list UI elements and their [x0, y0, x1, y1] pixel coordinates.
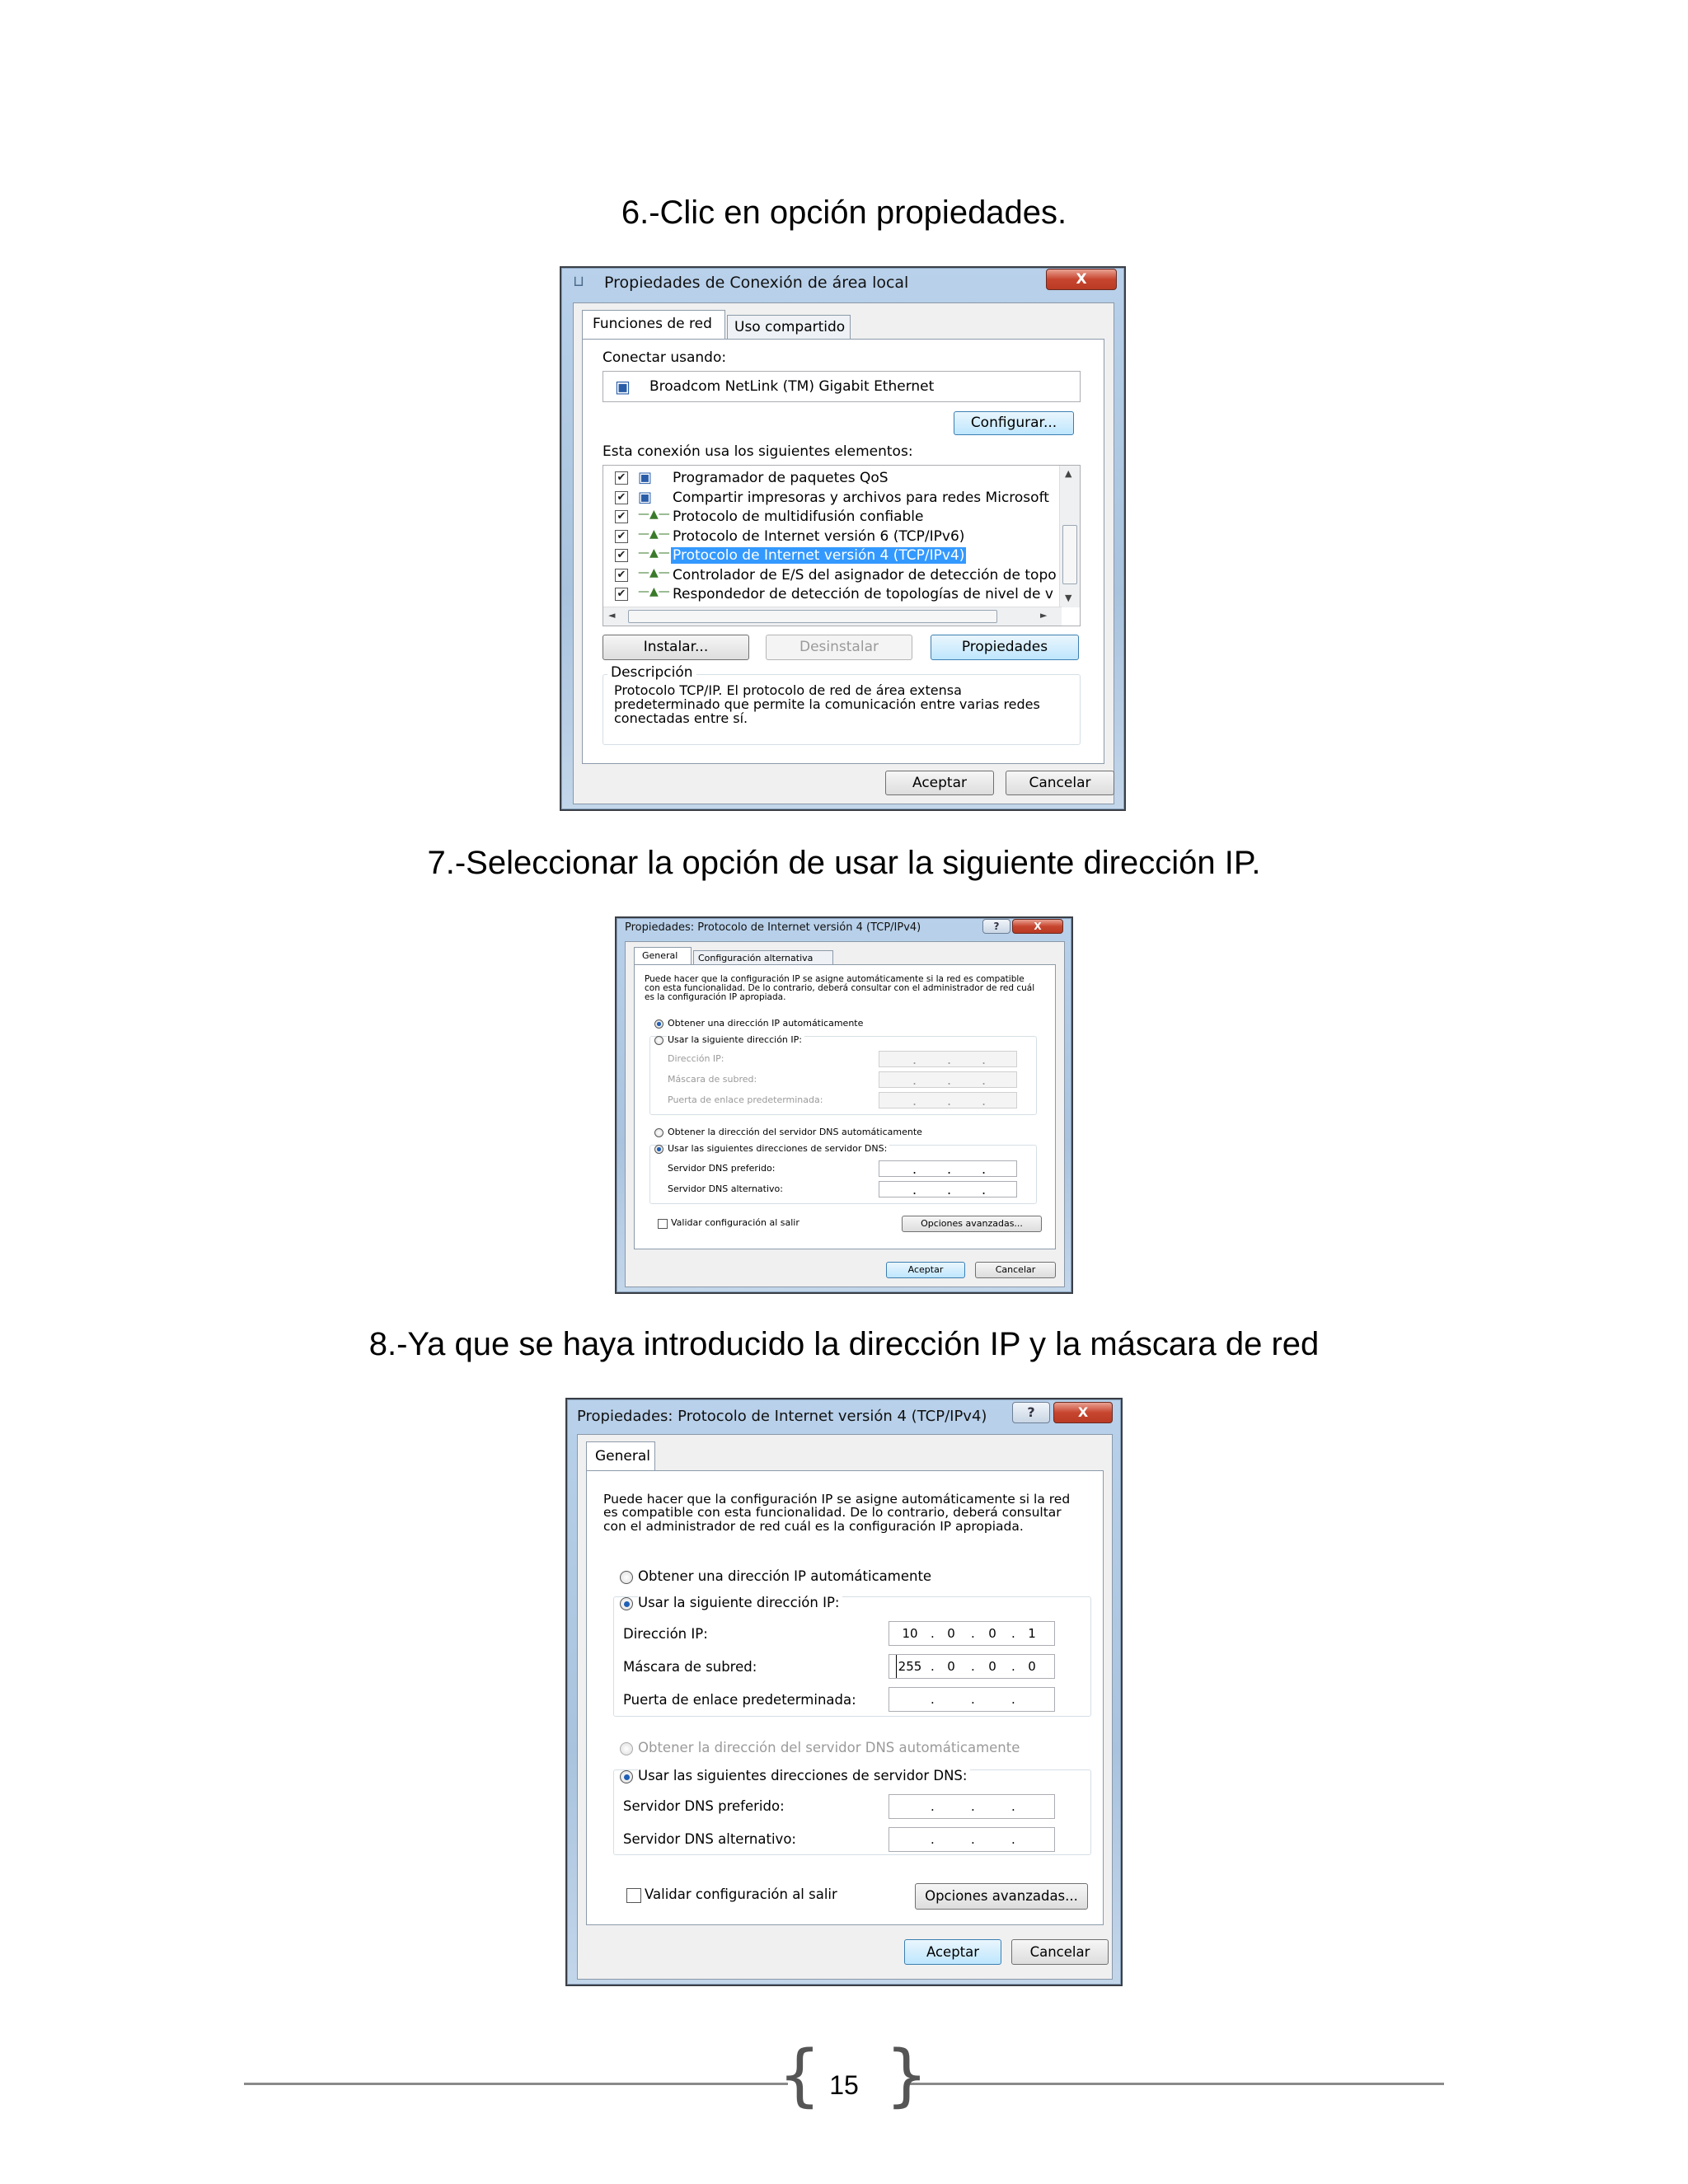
mask-octet-3: 0 — [988, 1659, 996, 1674]
hscroll-thumb[interactable] — [628, 610, 997, 623]
dns1-label: Servidor DNS preferido: — [668, 1163, 776, 1174]
gateway-field[interactable]: . . . — [879, 1092, 1017, 1108]
tab-general[interactable]: General — [634, 947, 692, 965]
tab-network-functions[interactable]: Funciones de red — [582, 310, 725, 340]
gateway-field[interactable]: . . . — [889, 1687, 1055, 1712]
auto-dns-label: Obtener la dirección del servidor DNS automáticamente — [668, 1127, 922, 1137]
scroll-left-icon[interactable]: ◄ — [608, 610, 616, 621]
connect-using-label: Conectar usando: — [603, 349, 727, 366]
list-item[interactable] — [610, 469, 1063, 487]
tab-sharing[interactable]: Uso compartido — [727, 315, 851, 340]
adapter-name: Broadcom NetLink (TM) Gigabit Ethernet — [649, 378, 935, 395]
radio-auto-ip[interactable] — [620, 1571, 633, 1584]
item-checkbox[interactable]: ✔ — [615, 549, 628, 562]
item-checkbox[interactable]: ✔ — [615, 530, 628, 543]
install-button[interactable]: Instalar... — [603, 635, 749, 660]
ip-octet-3: 0 — [988, 1626, 996, 1641]
list-item-label: Controlador de E/S del asignador de detección de topo — [673, 566, 1057, 583]
step-6-caption: 6.-Clic en opción propiedades. — [621, 194, 1067, 231]
list-item-label: Programador de paquetes QoS — [673, 470, 889, 486]
right-brace: } — [885, 2036, 929, 2115]
advanced-options-button[interactable]: Opciones avanzadas... — [915, 1883, 1088, 1910]
dns2-label: Servidor DNS alternativo: — [668, 1183, 783, 1194]
protocol-icon: —▲— — [638, 527, 670, 541]
horizontal-scrollbar[interactable] — [603, 607, 1062, 626]
scroll-right-icon[interactable]: ► — [1040, 610, 1048, 621]
protocol-icon: —▲— — [638, 565, 670, 579]
validate-label: Validar configuración al salir — [645, 1886, 837, 1902]
ipv4-properties-dialog-default — [615, 916, 1073, 1294]
item-checkbox[interactable]: ✔ — [615, 588, 628, 601]
footer-rule-left — [244, 2083, 788, 2085]
gateway-label: Puerta de enlace predeterminada: — [623, 1692, 856, 1708]
uninstall-button[interactable]: Desinstalar — [766, 635, 912, 660]
intro-text: Puede hacer que la configuración IP se asigne automáticamente si la red es compatible con esta funcionalidad. De lo contrario, deberá consultar con el administrador de red cuál es la configuración IP apropiada. — [603, 1492, 1071, 1534]
tab-alternate-config[interactable]: Configuración alternativa — [693, 950, 833, 965]
tab-general[interactable]: General — [586, 1441, 655, 1471]
list-item-label: Protocolo de Internet versión 4 (TCP/IPv4) — [673, 547, 965, 564]
radio-manual-dns[interactable] — [654, 1145, 663, 1154]
scroll-up-icon[interactable]: ▲ — [1065, 468, 1072, 479]
mask-label: Máscara de subred: — [623, 1659, 757, 1675]
dns1-field[interactable]: . . . — [879, 1160, 1017, 1177]
ok-button[interactable]: Aceptar — [904, 1939, 1001, 1965]
dialog-title: Propiedades: Protocolo de Internet versión 4 (TCP/IPv4) — [577, 1408, 987, 1425]
item-checkbox[interactable]: ✔ — [615, 471, 628, 485]
radio-auto-ip[interactable] — [654, 1019, 663, 1029]
list-item[interactable] — [610, 566, 1063, 584]
dialog-title: Propiedades: Protocolo de Internet versión 4 (TCP/IPv4) — [625, 921, 921, 934]
help-button[interactable]: ? — [1012, 1402, 1050, 1423]
scroll-down-icon[interactable]: ▼ — [1065, 593, 1072, 603]
network-card-icon: ▣ — [615, 377, 631, 396]
network-adapter-icon: ⊔ — [573, 273, 585, 290]
adapter-field — [603, 371, 1081, 402]
validate-label: Validar configuración al salir — [671, 1217, 799, 1228]
dns2-field[interactable]: . . . — [879, 1181, 1017, 1197]
step-7-caption: 7.-Seleccionar la opción de usar la siguiente dirección IP. — [427, 845, 1261, 881]
radio-auto-dns[interactable] — [654, 1128, 663, 1137]
ok-button[interactable]: Aceptar — [885, 771, 994, 795]
cancel-button[interactable]: Cancelar — [975, 1262, 1056, 1278]
cancel-button[interactable]: Cancelar — [1011, 1939, 1109, 1965]
list-item[interactable] — [610, 546, 1063, 565]
manual-dns-label: Usar las siguientes direcciones de servidor DNS: — [668, 1143, 889, 1154]
dns2-label: Servidor DNS alternativo: — [623, 1831, 796, 1847]
subnet-mask-field[interactable]: 255 . 0 . 0 . 0 — [889, 1654, 1055, 1679]
list-item[interactable] — [610, 508, 1063, 526]
scroll-thumb[interactable] — [1062, 525, 1077, 584]
footer-rule-right — [907, 2083, 1444, 2085]
ip-address-field[interactable]: . . . — [879, 1051, 1017, 1067]
list-item-label: Protocolo de multidifusión confiable — [673, 509, 924, 525]
list-item-label: Protocolo de Internet versión 6 (TCP/IPv6) — [673, 527, 965, 545]
page-number: 15 — [829, 2070, 859, 2100]
ip-octet-1: 10 — [902, 1626, 918, 1641]
manual-ip-label: Usar la siguiente dirección IP: — [668, 1034, 804, 1045]
ip-label: Dirección IP: — [668, 1053, 724, 1064]
ip-octet-4: 1 — [1028, 1626, 1036, 1641]
mask-octet-1: 255 — [896, 1655, 923, 1678]
subnet-mask-field[interactable]: . . . — [879, 1071, 1017, 1088]
description-label: Descripción — [607, 664, 696, 681]
list-item[interactable] — [610, 489, 1063, 507]
intro-text: Puede hacer que la configuración IP se asigne automáticamente si la red es compatible con esta funcionalidad. De lo contrario, deberá consultar con el administrador de red cuál es la configuración IP apropiada. — [645, 974, 1035, 1003]
service-icon: ▣ — [638, 488, 653, 506]
properties-button[interactable]: Propiedades — [931, 635, 1079, 660]
manual-dns-label: Usar las siguientes direcciones de servidor DNS: — [638, 1768, 970, 1783]
auto-ip-label: Obtener una dirección IP automáticamente — [638, 1568, 932, 1584]
configure-button[interactable]: Configurar... — [954, 411, 1074, 435]
item-checkbox[interactable]: ✔ — [615, 510, 628, 523]
radio-manual-ip[interactable] — [654, 1036, 663, 1045]
protocol-icon: —▲— — [638, 508, 670, 521]
step-8-caption: 8.-Ya que se haya introducido la dirección IP y la máscara de red — [368, 1326, 1320, 1362]
radio-manual-dns[interactable] — [620, 1770, 633, 1783]
validate-checkbox[interactable] — [658, 1219, 668, 1229]
item-checkbox[interactable]: ✔ — [615, 569, 628, 582]
mask-label: Máscara de subred: — [668, 1074, 757, 1085]
close-button[interactable]: X — [1012, 919, 1063, 934]
manual-ip-label: Usar la siguiente dirección IP: — [638, 1595, 842, 1610]
dialog-title: Propiedades de Conexión de área local — [604, 274, 909, 292]
mask-octet-2: 0 — [947, 1659, 955, 1674]
radio-manual-ip[interactable] — [620, 1597, 633, 1610]
item-checkbox[interactable]: ✔ — [615, 491, 628, 504]
service-icon: ▣ — [638, 469, 653, 486]
list-item-label: Compartir impresoras y archivos para redes Microsoft — [673, 489, 1049, 506]
radio-auto-dns[interactable] — [620, 1742, 633, 1755]
dns1-label: Servidor DNS preferido: — [623, 1798, 785, 1814]
ip-octet-2: 0 — [947, 1626, 955, 1641]
advanced-options-button[interactable]: Opciones avanzadas... — [902, 1216, 1042, 1232]
elements-list[interactable] — [603, 465, 1081, 626]
auto-dns-label: Obtener la dirección del servidor DNS automáticamente — [638, 1740, 1020, 1755]
close-button[interactable]: X — [1053, 1402, 1113, 1423]
close-button[interactable]: X — [1046, 269, 1117, 290]
list-item[interactable] — [610, 585, 1063, 603]
protocol-icon: —▲— — [638, 546, 670, 560]
validate-checkbox[interactable] — [626, 1888, 641, 1903]
elements-label: Esta conexión usa los siguientes elementos: — [603, 443, 913, 460]
cancel-button[interactable]: Cancelar — [1006, 771, 1114, 795]
ipv4-properties-dialog-filled — [565, 1398, 1123, 1986]
left-brace: { — [778, 2036, 822, 2115]
dns1-field[interactable]: . . . — [889, 1794, 1055, 1819]
help-button[interactable]: ? — [982, 919, 1010, 934]
ip-label: Dirección IP: — [623, 1626, 708, 1642]
mask-octet-4: 0 — [1028, 1659, 1036, 1674]
list-item[interactable] — [610, 527, 1063, 546]
list-item-label: Respondedor de detección de topologías de nivel de v — [673, 586, 1053, 602]
gateway-label: Puerta de enlace predeterminada: — [668, 1094, 823, 1105]
local-connection-properties-dialog — [560, 266, 1126, 811]
auto-ip-label: Obtener una dirección IP automáticamente — [668, 1018, 864, 1029]
vertical-scrollbar[interactable] — [1059, 466, 1080, 607]
ip-address-field[interactable]: 10 . 0 . 0 . 1 — [889, 1621, 1055, 1646]
dns2-field[interactable]: . . . — [889, 1827, 1055, 1852]
description-text: Protocolo TCP/IP. El protocolo de red de área extensa predeterminado que permite la comunicación entre varias redes conectadas entre sí. — [614, 682, 1040, 726]
protocol-icon: —▲— — [638, 585, 670, 598]
ok-button[interactable]: Aceptar — [886, 1262, 965, 1278]
